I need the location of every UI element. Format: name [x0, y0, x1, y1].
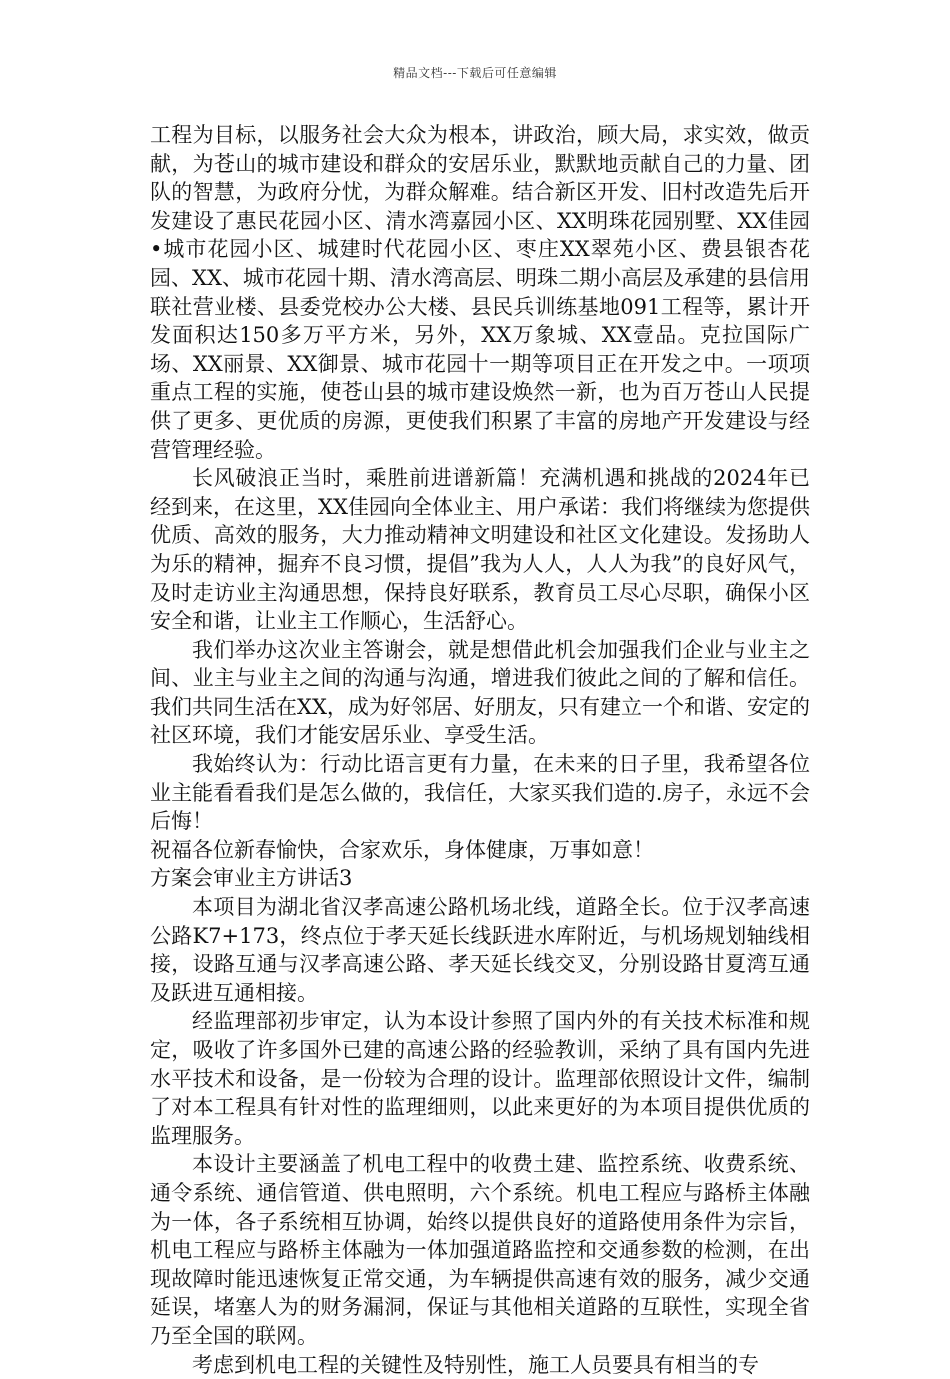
paragraph: 我始终认为：行动比语言更有力量，在未来的日子里，我希望各位业主能看看我们是怎么做的，我信任，大家买我们造的.房子，永远不会后悔！	[150, 752, 810, 834]
paragraph: 经监理部初步审定，认为本设计参照了国内外的有关技术标准和规定，吸收了许多国外已建的高速公路的经验教训，采纳了具有国内先进水平技术和设备，是一份较为合理的设计。监理部依照设计文件，编制了对本工程具有针对性的监理细则，以此来更好的为本项目提供优质的监理服务。	[150, 1009, 810, 1148]
paragraph: 本项目为湖北省汉孝高速公路机场北线，道路全长。位于汉孝高速公路K7+173，终点位于孝天延长线跃进水库附近，与机场规划轴线相接，设路互通与汉孝高速公路、孝天延长线交叉，分别设路甘夏湾互通及跃进互通相接。	[150, 895, 810, 1005]
paragraph: 长风破浪正当时，乘胜前进谱新篇！充满机遇和挑战的2024年已经到来，在这里，XX佳园向全体业主、用户承诺：我们将继续为您提供优质、高效的服务，大力推动精神文明建设和社区文化建设。发扬助人为乐的精神，掘弃不良习惯，提倡”我为人人，人人为我”的良好风气，及时走访业主沟通思想，保持良好联系，教育员工尽心尽职，确保小区安全和谐，让业主工作顺心，生活舒心。	[150, 466, 810, 634]
paragraph: 考虑到机电工程的关键性及特别性，施工人员要具有相当的专	[192, 1352, 759, 1377]
paragraph: 工程为目标，以服务社会大众为根本，讲政治，顾大局，求实效，做贡献，为苍山的城市建设和群众的安居乐业，默默地贡献自己的力量、团队的智慧，为政府分忧，为群众解难。结合新区开发、旧村改造先后开发建设了惠民花园小区、清水湾嘉园小区、XX明珠花园别墅、XX佳园•城市花园小区、城建时代花园小区、枣庄XX翠苑小区、费县银杏花园、XX、城市花园十期、清水湾高层、明珠二期小高层及承建的县信用联社营业楼、县委党校办公大楼、县民兵训练基地091工程等，累计开发面积达150多万平方米，另外，XX万象城、XX壹品。克拉国际广场、XX丽景、XX御景、城市花园十一期等项目正在开发之中。一项项重点工程的实施，使苍山县的城市建设焕然一新，也为百万苍山人民提供了更多、更优质的房源，更使我们积累了丰富的房地产开发建设与经营管理经验。	[150, 123, 810, 462]
paragraph: 祝福各位新春愉快，合家欢乐，身体健康，万事如意！	[150, 837, 654, 862]
paragraph: 我们举办这次业主答谢会，就是想借此机会加强我们企业与业主之间、业主与业主之间的沟通与沟通，增进我们彼此之间的了解和信任。我们共同生活在XX，成为好邻居、好朋友，只有建立一个和谐、安定的社区环境，我们才能安居乐业、享受生活。	[150, 637, 810, 748]
paragraph: 本设计主要涵盖了机电工程中的收费土建、监控系统、收费系统、通令系统、通信管道、供电照明，六个系统。机电工程应与路桥主体融为一体，各子系统相互协调，始终以提供良好的道路使用条件为宗旨，机电工程应与路桥主体融为一体加强道路监控和交通参数的检测，在出现故障时能迅速恢复正常交通，为车辆提供高速有效的服务，减少交通延误，堵塞人为的财务漏洞，保证与其他相关道路的互联性，实现全省乃至全国的联网。	[150, 1152, 810, 1348]
document-body	[150, 121, 810, 1379]
section-title: 方案会审业主方讲话3	[150, 866, 353, 891]
page-header: 精品文档---下载后可任意编辑	[393, 66, 557, 80]
